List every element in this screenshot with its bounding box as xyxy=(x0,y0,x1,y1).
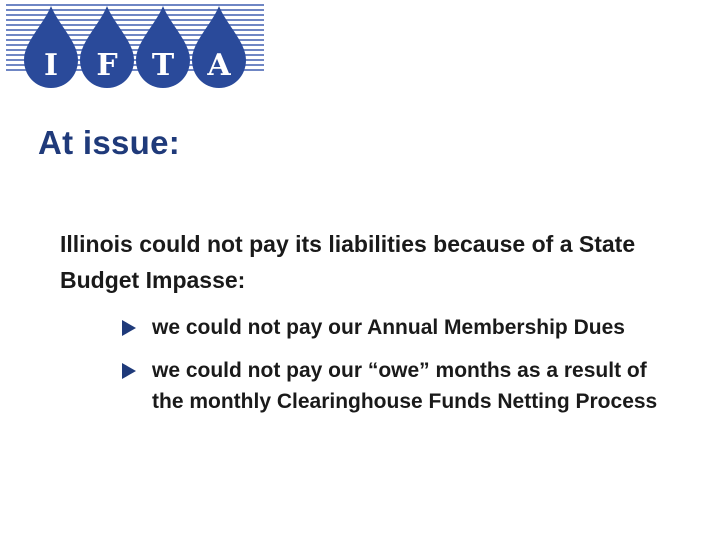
bullet-list xyxy=(122,312,682,429)
water-drop-icon xyxy=(192,6,246,88)
slide-heading: At issue: xyxy=(38,124,181,161)
svg-text:A: A xyxy=(207,48,231,83)
svg-text:F: F xyxy=(96,48,118,83)
ifta-logo xyxy=(6,2,266,94)
water-drop-icon xyxy=(136,6,190,88)
svg-text:T: T xyxy=(151,48,175,83)
bullet-item xyxy=(122,312,682,343)
svg-text:I: I xyxy=(43,48,59,83)
water-drop-icon xyxy=(24,6,78,88)
bullet-item xyxy=(122,355,682,417)
bullet-text: we could not pay our Annual Membership Dues xyxy=(152,316,625,339)
triangle-right-icon xyxy=(122,320,136,336)
water-drop-icon xyxy=(80,6,134,88)
triangle-right-icon xyxy=(122,363,136,379)
bullet-text: we could not pay our “owe” months as a result of the monthly Clearinghouse Funds Netting Process xyxy=(152,359,658,413)
intro-text: Illinois could not pay its liabilities because of a State Budget Impasse: xyxy=(60,231,636,293)
